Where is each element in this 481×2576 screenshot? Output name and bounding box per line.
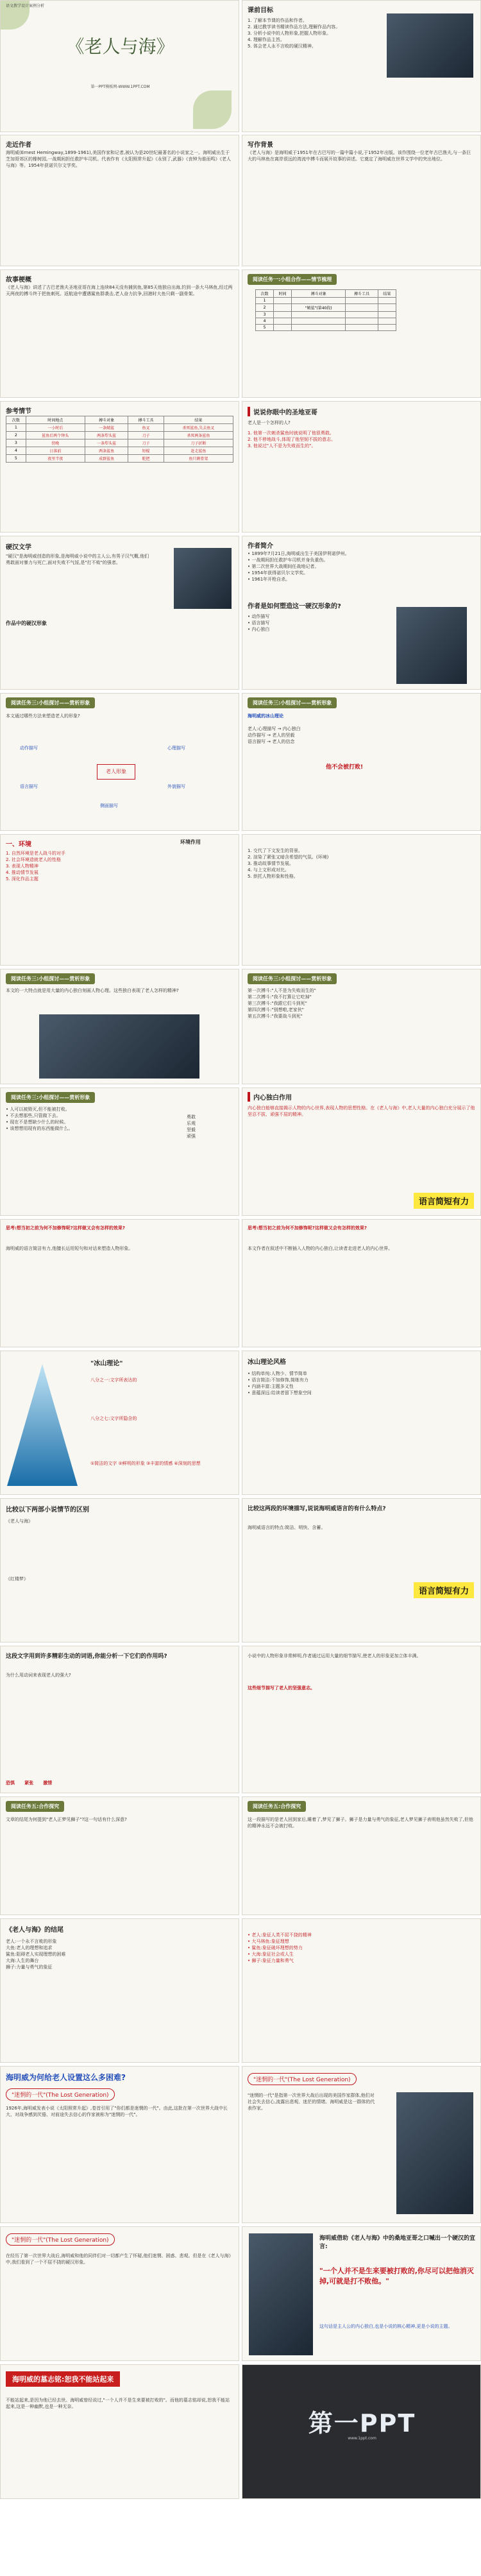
list-item: 3. 表现人物精神 (6, 864, 38, 869)
epitaph-body: 不能站起来,是因为他已经去世。海明威曾经说过,"一个人并不是生来要被打败的"。而他的墓志铭却说,恕我不能站起来,这是一种幽默,也是一种无奈。 (6, 2398, 230, 2409)
task3-title: 阅读任务三:小组探讨——赏析形象 (6, 697, 95, 708)
list-item: 3. 分析小说中的人物形象,把握人物形象。 (248, 31, 332, 36)
diagram-node: 动作描写 (20, 746, 38, 751)
lost1-q: 海明威为何给老人设置这么多困难? (6, 2073, 126, 2082)
author-body: 海明威(Ernest Hemingway,1899-1961),美国作家和记者,被认为是20世纪最著名的小说家之一。海明威出生于芝加哥郊区的橡树园,一战期间担任救护车司机。代表作有《太阳照常升起》《永别了,武器》《丧钟为谁而鸣》《老人与海》等。1954年获诺贝尔文学奖。 (6, 150, 231, 168)
leaf-decoration (193, 90, 232, 129)
slide-ending (0, 1918, 239, 2063)
compare-env-body: 海明威语言的特点:简洁、明快、含蓄。 (248, 1525, 326, 1530)
table-cell: 1 (256, 298, 274, 304)
epitaph-head: 海明威的墓志铭:恕我不能站起来 (6, 2371, 120, 2387)
list-item: 第二次搏斗:"我不打算让它吃掉" (248, 994, 312, 1000)
background-head: 写作背景 (248, 142, 273, 149)
table-cell: 4 (256, 318, 274, 325)
list-item: 3. 他说过"人不是为失败而生的"。 (248, 443, 316, 448)
table-cell: 日落前 (26, 447, 85, 455)
table-cell (292, 312, 346, 318)
slide-iceberg (0, 1351, 239, 1495)
table-cell: 成群鲨鱼 (85, 455, 128, 463)
think2-body: 本文作者在叙述中不断插入人物的内心独白,让读者走进老人的内心世界。 (248, 1246, 393, 1251)
synopsis-body: 《老人与海》讲述了古巴老渔夫圣地亚哥在海上连续84天没有捕到鱼,第85天他独自出海,钓到一条大马林鱼,经过两天两夜的搏斗终于把鱼刺死。返航途中遭遇鲨鱼群袭击,老人奋力抗争,回港时大鱼只剩一副骨架。 (6, 285, 233, 296)
slide-task3-iceberg (242, 693, 481, 831)
slide-author (0, 135, 239, 266)
table-cell (378, 325, 396, 331)
slide-task3-diagram (0, 693, 239, 831)
list-item: • 1899年7月21日,海明威出生于美国伊利诺伊州。 (248, 551, 350, 556)
compare-line: 《红楼梦》 (6, 1576, 28, 1582)
task5-body: 文章的结尾为何提到"老人正梦见狮子"?这一句话有什么深意? (6, 1817, 127, 1822)
compare-env-red: 语言简短有力 (414, 1582, 474, 1598)
book-cover-image (387, 13, 473, 78)
task1-title: 阅读任务一:小组合作——情节梳理 (248, 274, 337, 285)
table-cell: 4 (6, 447, 26, 455)
table-cell: 鱼叉 (128, 424, 164, 432)
table-header: 搏斗工具 (128, 416, 164, 424)
table-cell: 夜里半夜 (26, 455, 85, 463)
vivid-tag: 激情 (43, 1780, 53, 1786)
slide-environment (0, 834, 239, 966)
author-head: 走近作者 (6, 142, 31, 149)
lost3-body: 在经历了第一次世界大战后,海明威和他的同伴们对一切都产生了怀疑,他们迷惘、困惑、悲观。但是在《老人与海》中,我们看到了一个不屈不挠的硬汉形象。 (6, 2253, 233, 2265)
table-cell: 两条鲨鱼 (85, 447, 128, 455)
task3-intro: 本文通过哪些方法来塑造老人的形象? (6, 713, 80, 719)
table-cell (274, 298, 292, 304)
table-cell: 2 (6, 432, 26, 439)
vivid-body: 为什么用动词来表现老人的强大? (6, 1673, 71, 1678)
table-cell: 一条犁头鲨 (85, 439, 128, 447)
hemingway-photo-2 (396, 2092, 473, 2214)
diagram-node: 外貌描写 (167, 784, 185, 789)
iceberg-line: 八分之七:文字所隐含的 (90, 1416, 137, 1421)
iceberg-head: "冰山理论" (90, 1360, 123, 1367)
table-header: 搏斗对象 (85, 416, 128, 424)
style-list (248, 1370, 475, 1396)
list-item: 第五次搏斗:"我要战斗到死" (248, 1014, 303, 1019)
table-cell: 刀子折断 (164, 439, 233, 447)
list-item: 5. 烘托人物形象和性格。 (248, 874, 298, 879)
task3b-box: 海明威的冰山理论 (248, 713, 283, 719)
list-item: 5. 深化作品主题 (6, 876, 38, 882)
table-cell: 刀子 (128, 432, 164, 439)
table-header: 搏斗对象 (292, 290, 346, 298)
slide-think-1 (0, 1219, 239, 1347)
cover-header: 第一PPT模板网-WWW.1PPT.COM (90, 85, 150, 89)
compare-head: 比较以下两部小说情节的区别 (6, 1506, 89, 1514)
table-cell: 杀死两条鲨鱼 (164, 432, 233, 439)
declaration-photo (249, 2233, 313, 2355)
table-cell (378, 318, 396, 325)
table-cell: 一小时后 (26, 424, 85, 432)
list-item: • 该想想用现有的东西能做什么。 (6, 1126, 73, 1131)
list-item: 老人:心理描写 → 内心独白 (248, 726, 301, 731)
table-cell (346, 312, 378, 318)
declaration-head: 海明威借助《老人与海》中的桑地亚哥之口喊出一个硬汉的宣言: (319, 2235, 476, 2250)
list-item: 鲨鱼:阻碍老人实现理想的困难 (6, 1952, 66, 1957)
tough-sub: 作品中的硬汉形象 (6, 620, 47, 626)
quotes-traits (187, 1114, 196, 1139)
table-cell: 3 (6, 439, 26, 447)
list-item: 1. 了解本节课的作品和作者。 (248, 18, 307, 23)
list-item: • 不去想那些,只管做下去。 (6, 1113, 61, 1118)
slide-lost-gen-3 (0, 2226, 239, 2361)
list-item: 老人:一个永不言败的形象 (6, 1939, 57, 1944)
list-item: 2. 他不停地战斗,体现了他坚韧不拔的意志。 (248, 437, 336, 442)
list-item: • 意蕴深远:给读者留下想象空间 (248, 1390, 312, 1395)
slide-iceberg-style (242, 1351, 481, 1495)
diagram-node: 心理描写 (167, 746, 185, 751)
background-body: 《老人与海》是海明威于1951年在古巴写的一篇中篇小说,于1952年出版。该作围绕一位老年古巴渔夫,与一条巨大的马林鱼在离岸很远的湾流中搏斗而展开故事的讲述。它奠定了海明威在世界文学中的突出地位。 (248, 150, 471, 162)
quotes-list (6, 1106, 160, 1132)
santiago-head: 说说你眼中的圣地亚哥 (248, 407, 317, 416)
list-item: 4. 推动情节发展 (6, 870, 38, 875)
slide-cover (0, 0, 239, 132)
table-cell (378, 312, 396, 318)
slide-task5-q (0, 1796, 239, 1915)
diagram-node: 侧面描写 (100, 803, 118, 808)
details-body: 小说中的人物形象非常鲜明,作者通过运用大量的细节描写,使老人的形象更加立体丰满。 (248, 1653, 421, 1659)
list-item: 2. 通过教学读书精读作品方法,理解作品内容。 (248, 24, 341, 30)
table-header: 次数 (6, 416, 26, 424)
table-cell: 傍晚 (26, 439, 85, 447)
slide-monologue-effect (242, 1088, 481, 1216)
compare-line: 《老人与海》 (6, 1519, 33, 1524)
trait-label: 勇敢 (187, 1114, 196, 1120)
table-cell (274, 304, 292, 312)
declaration-red: 这句话是主人公的内心独白,也是小说的核心精神,更是小说的主题。 (319, 2324, 453, 2329)
table-cell: 5 (256, 325, 274, 331)
table-cell (346, 325, 378, 331)
mono-body: 本文的一大特点就是用大量的内心独白刻画人物心理。这些独白表现了老人怎样的精神? (6, 988, 179, 993)
list-item: 大海:人生的舞台 (6, 1958, 39, 1963)
slide-think-2 (242, 1219, 481, 1347)
trait-label: 顽强 (187, 1134, 196, 1139)
diagram-node: 语言描写 (20, 784, 38, 789)
table-cell (378, 304, 396, 312)
table-header: 次数 (256, 290, 274, 298)
list-item: • 老人:象征人类不屈不挠的精神 (248, 1932, 312, 1938)
effect-body: 内心独白能够直接揭示人物的内心世界,表现人物的思想性格。在《老人与海》中,老人大量的内心独白充分展示了他坚忍不拔、顽强不屈的精神。 (248, 1105, 475, 1117)
env-right: 环境作用 (180, 839, 201, 845)
slide-monologue-list (242, 969, 481, 1084)
list-item: 动作描写 → 老人的坚毅 (248, 733, 295, 738)
slide-compare-plot (0, 1498, 239, 1642)
table-cell: 两条犁头鲨 (85, 432, 128, 439)
list-item: • 一战期间担任救护车司机并身负重伤。 (248, 558, 328, 563)
trait-label: 乐观 (187, 1121, 196, 1126)
table-header: 时间 (274, 290, 292, 298)
slide-lost-gen-2 (242, 2066, 481, 2223)
lost1-body: 1926年,海明威发表小说《太阳照常升起》,卷首引用了"你们都是迷惘的一代"。由此,这批在第一次世界大战中长大、对战争感到厌倦、对前途失去信心的作家被称为"迷惘的一代"。 (6, 2106, 228, 2117)
list-item: • 大马林鱼:象征理想 (248, 1939, 289, 1944)
iceberg-image (7, 1364, 78, 1486)
envfn-list (248, 848, 475, 880)
cover-title: 《老人与海》 (66, 36, 174, 57)
slide-task5-a (242, 1796, 481, 1915)
slide-end-logo (242, 2364, 481, 2499)
quotes-title: 阅读任务三:小组探讨——赏析形象 (6, 1092, 95, 1103)
table-header: 搏斗工具 (346, 290, 378, 298)
table-cell: "鲭鲨"(第40段) (292, 304, 346, 312)
iceberg-line: 八分之一:文字所表达的 (90, 1378, 137, 1383)
slide-author-bio (242, 536, 481, 690)
table-cell: 短棍 (128, 447, 164, 455)
list-item: • 内心独白 (248, 627, 270, 632)
list-item: 1. 交代了下文发生的背景。 (248, 848, 303, 853)
synopsis-head: 故事梗概 (6, 277, 31, 284)
slide-task1 (242, 269, 481, 398)
tough-body: "硬汉"是海明威创造的形象,是海明威小说中的主人公,有男子汉气概,他们勇敢面对暴力与死亡,面对失败不气馁,是"打不败"的强者。 (6, 554, 149, 565)
lost3-tag: "迷惘的一代"(The Lost Generation) (6, 2233, 115, 2246)
slide-details (242, 1646, 481, 1793)
list-item: 狮子:力量与勇气的象征 (6, 1965, 53, 1970)
think1-body: 海明威的语言简洁有力,他擅长运用短句和对话来塑造人物形象。 (6, 1246, 133, 1251)
table-cell: 杀死鲨鱼,失去鱼叉 (164, 424, 233, 432)
list-item: 第一次搏斗:"人不是为失败而生的" (248, 988, 316, 993)
objectives-list (248, 17, 376, 49)
list-item: 2. 社会环境造就老人的性格 (6, 857, 61, 862)
objectives-head: 课前目标 (248, 7, 273, 14)
slide-santiago (242, 401, 481, 533)
slide-compare-env (242, 1498, 481, 1642)
declaration-quote: "一个人并不是生来要被打败的,你尽可以把他消灭掉,可就是打不败他。" (319, 2267, 474, 2285)
list-item: 语言描写 → 老人的信念 (248, 739, 295, 744)
table-cell: 一条鲭鲨 (85, 424, 128, 432)
table-cell: 5 (6, 455, 26, 463)
slide-env-function (242, 834, 481, 966)
monolist-title: 阅读任务三:小组探讨——赏析形象 (248, 973, 337, 984)
list-item: • 现在不是想缺少什么的时候。 (6, 1120, 69, 1125)
env-list (6, 850, 153, 882)
table-cell: 舵把 (128, 455, 164, 463)
end-logo: 第一PPT (308, 2409, 416, 2437)
table-cell: 鲨鱼后两个钟头 (26, 432, 85, 439)
lost1-tag: "迷惘的一代"(The Lost Generation) (6, 2088, 115, 2101)
list-item: 3. 推动故事情节发展。 (248, 861, 294, 866)
list-item: • 语言描写 (248, 620, 270, 626)
list-item: • 狮子:象征力量和勇气 (248, 1958, 294, 1963)
list-item: • 鲨鱼:象征破坏理想的势力 (248, 1945, 303, 1950)
list-item: • 结构单纯:人物少、情节简单 (248, 1371, 307, 1376)
monolist-list (248, 987, 475, 1019)
symbols-list (248, 1932, 475, 1964)
list-item: 5. 体会老人永不言败的硬汉精神。 (248, 44, 316, 49)
slide-monologue-q (0, 969, 239, 1084)
bio-head: 作者简介 (248, 543, 273, 550)
task5a-body: 这一段描写的是老人回到家后,睡着了,梦见了狮子。狮子是力量与勇气的象征,老人梦见狮子表明他虽然失败了,但他的精神永远不会被打败。 (248, 1817, 473, 1829)
ending-head: 《老人与海》的结尾 (6, 1927, 63, 1934)
vivid-tag: 恐惧 (6, 1780, 15, 1786)
hemingway-photo (174, 548, 232, 609)
slide-lost-gen-1 (0, 2066, 239, 2223)
bio-question: 作者是如何塑造这一硬汉形象的? (248, 603, 341, 610)
iceberg-red: ①简洁的文字 ②鲜明的形象 ③丰富的情感 ④深刻的思想 (90, 1461, 201, 1466)
santiago-question: 老人是一个怎样的人? (248, 420, 291, 425)
ending-list (6, 1938, 233, 1970)
mono-title: 阅读任务三:小组探讨——赏析形象 (6, 973, 95, 984)
list-item: • 语言简洁:不加修饰,简练有力 (248, 1378, 308, 1383)
compare-env-head: 比较这两段的环境描写,说说海明威语言的有什么特点? (248, 1506, 386, 1512)
santiago-list (248, 430, 475, 449)
slide-reference-plot (0, 401, 239, 533)
slide-synopsis (0, 269, 239, 398)
slide-quotes (0, 1088, 239, 1216)
table-cell (292, 318, 346, 325)
table-cell (346, 298, 378, 304)
ocean-photo (39, 1014, 199, 1079)
details-red: 这些细节描写了老人的坚强意志。 (248, 1685, 315, 1691)
table-cell: 1 (6, 424, 26, 432)
table-cell (292, 298, 346, 304)
think1-q: 思考:想当初之前为何不加修饰呢?这样做又会有怎样的效果? (6, 1225, 125, 1231)
reference-title: 参考情节 (6, 408, 31, 415)
vivid-tag: 紧张 (24, 1780, 34, 1786)
list-item: • 1954年获得诺贝尔文学奖。 (248, 570, 308, 576)
list-item: 2. 渲染了紧张又暗含希望的气氛。(环境) (248, 855, 329, 860)
bio-options (248, 613, 269, 633)
slide-symbols (242, 1918, 481, 2063)
list-item: • 第二次世界大战期间任战地记者。 (248, 564, 319, 569)
table-cell: 2 (256, 304, 274, 312)
table-cell (346, 318, 378, 325)
vivid-head: 这段文字用到许多精彩生动的词语,你能分析一下它们的作用吗? (6, 1653, 167, 1660)
task5a-title: 阅读任务五:合作探究 (248, 1801, 306, 1812)
list-item: 第三次搏斗:"我跟它们斗到死" (248, 1001, 307, 1006)
lost2-tag: "迷惘的一代"(The Lost Generation) (248, 2073, 357, 2085)
table-header: 结果 (164, 416, 233, 424)
list-item: 4. 与上文形成对比。 (248, 867, 289, 873)
table-cell (274, 318, 292, 325)
task3b-red: 他不会被打败! (326, 764, 364, 771)
table-cell: 赶走鲨鱼 (164, 447, 233, 455)
list-item: • 动作描写 (248, 614, 270, 619)
slide-vivid-words (0, 1646, 239, 1793)
list-item: • 1961年开枪自杀。 (248, 577, 291, 582)
task3b-title: 阅读任务三:小组探讨——赏析形象 (248, 697, 337, 708)
table-header: 结果 (378, 290, 396, 298)
list-item: 4. 理解作品主旨。 (248, 37, 285, 42)
list-item: 大鱼:老人的理想和追求 (6, 1945, 53, 1950)
table-cell (346, 304, 378, 312)
list-item: • 大海:象征社会或人生 (248, 1952, 294, 1957)
table-cell (378, 298, 396, 304)
task1-table (255, 289, 396, 331)
table-cell (274, 312, 292, 318)
list-item: 1. 自然环境是老人战斗的对手 (6, 851, 65, 856)
slide-background (242, 135, 481, 266)
list-item: 第四次搏斗:"别想啦,老家伙" (248, 1007, 305, 1012)
trait-label: 坚毅 (187, 1127, 196, 1132)
vivid-tags (6, 1775, 52, 1787)
table-cell (274, 325, 292, 331)
table-cell: 鱼只剩骨架 (164, 455, 233, 463)
slide-epitaph (0, 2364, 239, 2499)
slide-tough-guy (0, 536, 239, 690)
env-head: 一、环境 (6, 841, 31, 848)
table-cell: 刀子 (128, 439, 164, 447)
lost2-body: "迷惘的一代"是指第一次世界大战后出现的美国作家群体,他们对社会失去信心,流露出悲观、迷茫的情绪。海明威是这一群体的代表作家。 (248, 2093, 375, 2111)
table-header: 时间地点 (26, 416, 85, 424)
tough-head: 硬汉文学 (6, 544, 31, 551)
think2-q: 思考:想当初之前为何不加修饰呢?这样做又会有怎样的效果? (248, 1225, 367, 1231)
slide-declaration (242, 2226, 481, 2361)
end-url: www.1ppt.com (348, 2436, 376, 2441)
center-node: 老人形象 (97, 764, 135, 780)
slide-objectives (242, 0, 481, 132)
task5-title: 阅读任务五:合作探究 (6, 1801, 64, 1812)
task3b-list (248, 726, 475, 745)
hemingway-portrait (396, 607, 467, 684)
table-cell (292, 325, 346, 331)
bio-list (248, 550, 475, 583)
reference-table (6, 416, 233, 463)
effect-red: 语言简短有力 (414, 1193, 474, 1209)
effect-head: 内心独白作用 (248, 1092, 292, 1102)
list-item: 1. 他第一次刺杀鲨鱼时就说明了他很勇敢。 (248, 431, 334, 436)
list-item: • 人可以被毁灭,但不能被打败。 (6, 1107, 70, 1112)
cover-small: 语文教学设计案例分析 (6, 4, 45, 8)
list-item: • 内涵丰富:主题多义性 (248, 1384, 294, 1389)
table-cell: 3 (256, 312, 274, 318)
style-head: 冰山理论风格 (248, 1359, 286, 1366)
